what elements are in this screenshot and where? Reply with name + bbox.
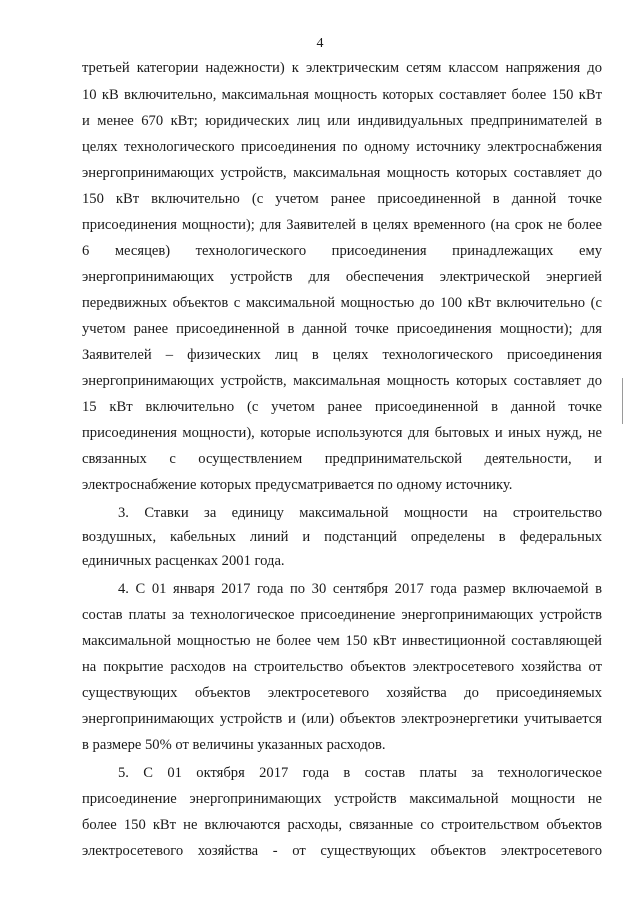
text-line: и менее 670 кВт; юридических лиц или индивидуальных предпринимателей в bbox=[82, 113, 602, 129]
paragraph-start-line: 3. Ставки за единицу максимальной мощности на строительство bbox=[118, 505, 602, 521]
text-line: единичных расценках 2001 года. bbox=[82, 553, 285, 569]
text-line: присоединение энергопринимающих устройств максимальной мощности не bbox=[82, 791, 602, 807]
text-line: Заявителей – физических лиц в целях технологического присоединения bbox=[82, 347, 602, 363]
text-line: энергопринимающих устройств для обеспечения электрической энергией bbox=[82, 269, 602, 285]
text-line: электроснабжение которых предусматривается по одному источнику. bbox=[82, 477, 513, 493]
text-line: существующих объектов электросетевого хозяйства до присоединяемых bbox=[82, 685, 602, 701]
text-line: более 150 кВт не включаются расходы, связанные со строительством объектов bbox=[82, 817, 602, 833]
text-line: состав платы за технологическое присоединение энергопринимающих устройств bbox=[82, 607, 602, 623]
text-line: целях технологического присоединения по одному источнику электроснабжения bbox=[82, 139, 602, 155]
text-line: электросетевого хозяйства - от существующих объектов электросетевого bbox=[82, 843, 602, 859]
text-line: в размере 50% от величины указанных расходов. bbox=[82, 737, 386, 753]
text-line: связанных с осуществлением предпринимательской деятельности, и bbox=[82, 451, 602, 467]
text-line: энергопринимающих устройств, максимальная мощность которых составляет до bbox=[82, 373, 602, 389]
text-line: учетом ранее присоединенной в данной точке присоединения мощности); для bbox=[82, 321, 602, 337]
text-line: 150 кВт включительно (с учетом ранее присоединенной в данной точке bbox=[82, 191, 602, 207]
text-line: 10 кВ включительно, максимальная мощность которых составляет более 150 кВт bbox=[82, 87, 602, 103]
text-line: воздушных, кабельных линий и подстанций определены в федеральных bbox=[82, 529, 602, 545]
text-line: третьей категории надежности) к электрическим сетям классом напряжения до bbox=[82, 60, 602, 76]
text-line: 6 месяцев) технологического присоединения принадлежащих ему bbox=[82, 243, 602, 259]
text-line: передвижных объектов с максимальной мощностью до 100 кВт включительно (с bbox=[82, 295, 602, 311]
text-line: энергопринимающих устройств, максимальная мощность которых составляет до bbox=[82, 165, 602, 181]
paragraph-start-line: 5. С 01 октября 2017 года в состав платы за технологическое bbox=[118, 765, 602, 781]
page-number: 4 bbox=[316, 36, 324, 51]
text-line: присоединения мощности), которые используются для бытовых и иных нужд, не bbox=[82, 425, 602, 441]
text-line: энергопринимающих устройств и (или) объектов электроэнергетики учитывается bbox=[82, 711, 602, 727]
text-line: 15 кВт включительно (с учетом ранее присоединенной в данной точке bbox=[82, 399, 602, 415]
paragraph-start-line: 4. С 01 января 2017 года по 30 сентября 2017 года размер включаемой в bbox=[118, 581, 602, 597]
scan-mark bbox=[622, 378, 623, 424]
text-line: максимальной мощностью не более чем 150 кВт инвестиционной составляющей bbox=[82, 633, 602, 649]
text-line: на покрытие расходов на строительство объектов электросетевого хозяйства от bbox=[82, 659, 602, 675]
text-line: присоединения мощности); для Заявителей в целях временного (на срок не более bbox=[82, 217, 602, 233]
